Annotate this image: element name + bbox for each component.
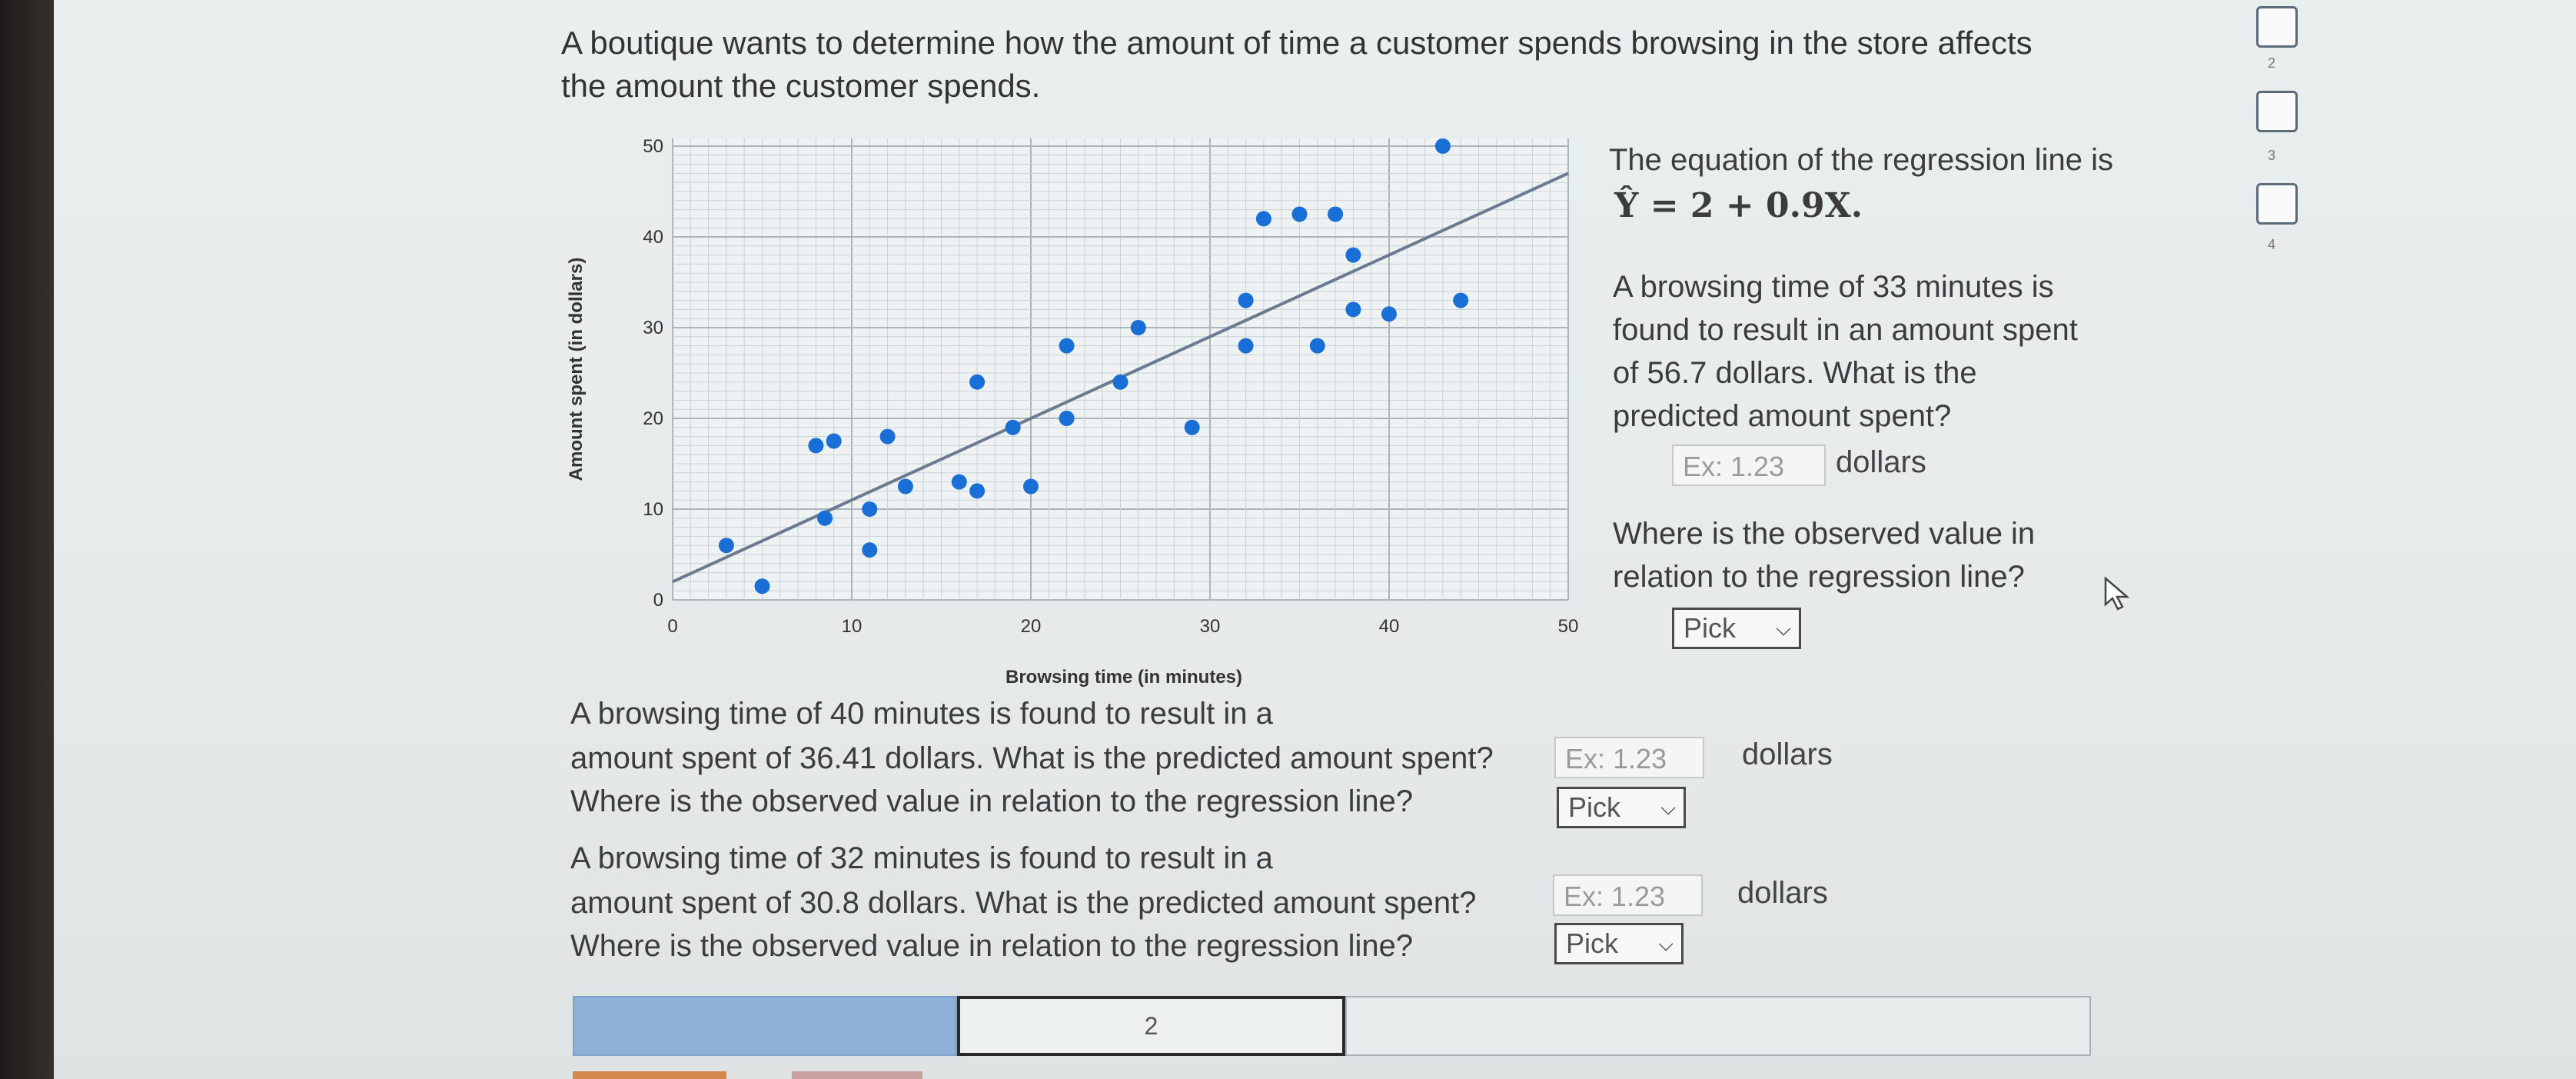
data-point (862, 542, 877, 558)
data-point (1185, 420, 1200, 435)
q1-answer-input[interactable]: Ex: 1.23 (1672, 445, 1826, 486)
q2-line-1: A browsing time of 40 minutes is found to result in a (570, 697, 1273, 731)
y-axis-label: Amount spent (in dollars) (566, 257, 587, 481)
pink-tab (792, 1071, 922, 1079)
q1-where-text: Where is the observed value in relation to the regression line? (1613, 517, 2036, 594)
data-point (1005, 420, 1021, 435)
q3-unit: dollars (1737, 876, 1828, 910)
chart-grid (673, 138, 1568, 600)
regression-equation: Ŷ = 2 + 0.9X. (1614, 186, 1863, 225)
x-tick-label: 10 (841, 616, 863, 637)
data-point (1435, 138, 1451, 154)
q3-line-1: A browsing time of 32 minutes is found to result in a (570, 841, 1273, 875)
q1-unit: dollars (1836, 445, 1926, 479)
y-tick-label: 30 (643, 318, 663, 338)
question-2-checkbox[interactable] (2256, 6, 2298, 48)
q1-position-select[interactable] (1672, 608, 1801, 649)
scatter-plot (538, 115, 1614, 700)
pager-remaining-steps[interactable] (1345, 996, 2091, 1056)
data-point (1113, 375, 1128, 390)
orange-tab (573, 1071, 726, 1079)
pager-step-1[interactable] (573, 996, 957, 1056)
data-point (880, 429, 896, 445)
data-point (1345, 301, 1361, 317)
data-point (826, 434, 842, 449)
q2-position-select[interactable] (1557, 787, 1686, 828)
x-axis-label: Browsing time (in minutes) (1005, 667, 1243, 688)
x-tick-label: 50 (1557, 616, 1579, 637)
chevron-down-icon: ⌵ (1660, 796, 1676, 819)
chevron-down-icon: ⌵ (1776, 617, 1791, 640)
y-tick-label: 20 (643, 408, 663, 429)
data-point (952, 475, 967, 490)
question-number-2: 2 (2268, 55, 2276, 71)
data-point (1310, 338, 1325, 354)
data-point (862, 501, 877, 517)
q2-line-3: Where is the observed value in relation to the regression line? (570, 784, 1414, 818)
q3-select-value: Pick (1566, 927, 1619, 959)
x-tick-label: 30 (1199, 616, 1221, 637)
question-number-3: 3 (2268, 148, 2276, 163)
x-tick-label: 0 (667, 616, 678, 637)
data-point (969, 483, 985, 498)
data-point (1131, 320, 1146, 335)
q2-unit: dollars (1742, 738, 1833, 771)
y-tick-label: 50 (643, 136, 663, 157)
data-point (969, 375, 985, 390)
q1-select-value: Pick (1684, 612, 1737, 644)
q3-answer-input[interactable]: Ex: 1.23 (1553, 874, 1703, 916)
data-point (1381, 306, 1397, 321)
q3-line-3: Where is the observed value in relation to the regression line? (570, 929, 1414, 963)
data-point (1345, 248, 1361, 263)
data-point (1059, 338, 1075, 354)
pager-step-2-label: 2 (1144, 1012, 1158, 1040)
y-tick-label: 40 (643, 227, 663, 248)
q2-select-value: Pick (1568, 791, 1621, 823)
data-point (1453, 293, 1468, 308)
problem-intro: A boutique wants to determine how the amount of time a customer spends browsing in the store affects the amount the customer spends. (561, 25, 2033, 104)
q3-line-2: amount spent of 30.8 dollars. What is the predicted amount spent? (570, 886, 1477, 920)
data-point (1238, 293, 1254, 308)
data-point (1256, 211, 1271, 226)
data-point (755, 578, 770, 594)
q3-position-select[interactable] (1554, 923, 1684, 964)
y-tick-label: 10 (643, 499, 663, 520)
data-point (1328, 207, 1343, 222)
data-point (1023, 479, 1039, 495)
x-tick-label: 40 (1378, 616, 1400, 637)
equation-intro: The equation of the regression line is (1609, 143, 2113, 177)
data-point (719, 538, 734, 553)
mouse-cursor-icon (2102, 577, 2133, 612)
pager-step-2[interactable] (957, 996, 1345, 1056)
q2-answer-input[interactable]: Ex: 1.23 (1554, 737, 1704, 778)
question-3-checkbox[interactable] (2256, 91, 2298, 132)
q2-line-2: amount spent of 36.41 dollars. What is the predicted amount spent? (570, 741, 1494, 775)
data-point (1238, 338, 1254, 354)
chevron-down-icon: ⌵ (1658, 932, 1674, 955)
data-point (898, 479, 913, 495)
question-number-4: 4 (2268, 237, 2276, 252)
question-4-checkbox[interactable] (2256, 183, 2298, 225)
data-point (817, 511, 833, 526)
x-tick-label: 20 (1020, 616, 1042, 637)
monitor-bezel (0, 0, 54, 1079)
q1-prompt: A browsing time of 33 minutes is found to result in an amount spent of 56.7 dollars. What is the predicted amount spent? (1613, 270, 2078, 433)
data-point (808, 438, 823, 453)
data-point (1059, 411, 1075, 426)
data-point (1292, 207, 1308, 222)
y-tick-label: 0 (653, 590, 663, 611)
